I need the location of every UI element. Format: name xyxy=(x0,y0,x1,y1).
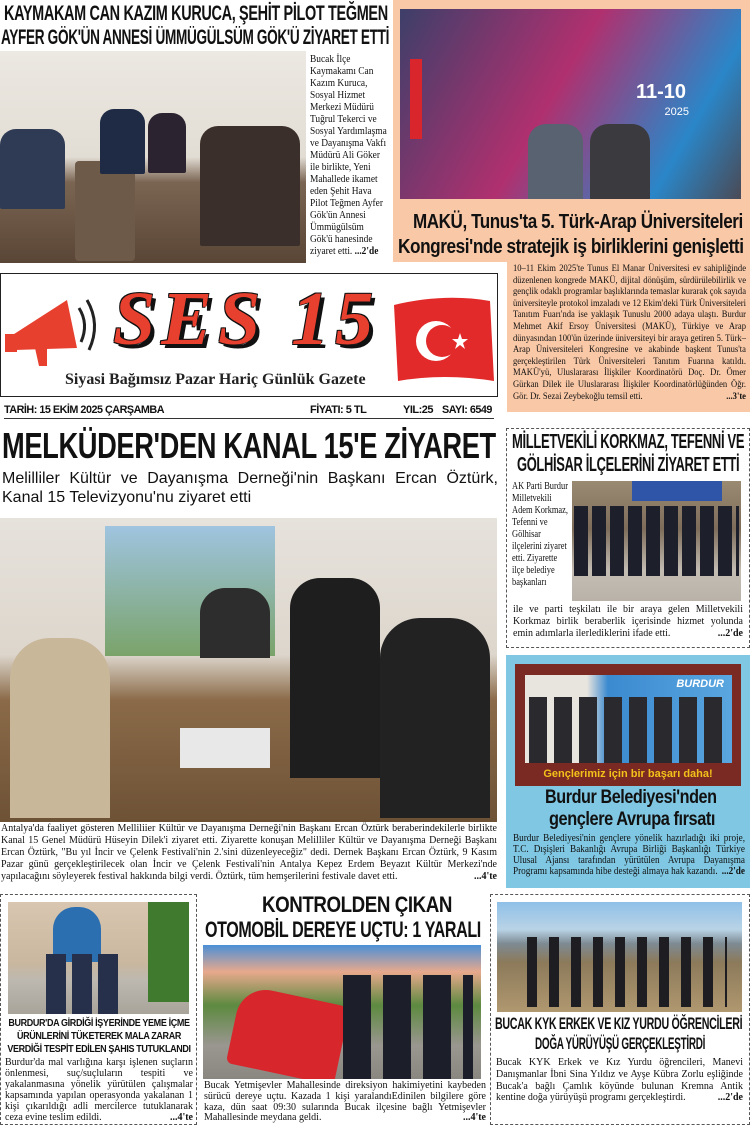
korkmaz-body-side: AK Parti Burdur Milletvekili Adem Korkmaz, Tefenni ve Gölhisar ilçelerini ziyaret etti. Ziyarette ilçe belediye başkanları xyxy=(512,481,569,588)
accident-headline-2: OTOMOBİL DEREYE UÇTU: 1 YARALI xyxy=(205,917,481,942)
top-left-body: Bucak İlçe Kaymakamı Can Kazım Kuruca, Sosyal Hizmet Merkezi Müdürü Tuğrul Tekerci ve Sosyal Yardımlaşma ve Dayanışma Vakfı Müdürü Ali Göker ile birlikte, Yeni Mahallede ikamet eden Şehit Hava Pilot Teğmen Ayfer Gök'ün Annesi Ümmügülsüm Gök'ü hanesinde ziyaret etti. ...2'de xyxy=(310,54,387,257)
youth-banner-text: Gençlerimiz için bir başarı daha! xyxy=(543,768,713,780)
main-body: Antalya'da faaliyet gösteren Melliliier Kültür ve Dayanışma Derneği'nin Başkanı Ercan Öztürk beraberindekilerle birlikte Kanal 15 Genel Müdürü Hüseyin Dilek'i ziyaret etti. Ziyarette konuşan Melilliler Kültür ve Dayanışma Derneği Başkanı Ercan Öztürk, "Bu yıl İncir ve Çelenk Festivali'nin 2.'sini düzenleyeceğiz" dedi. Dernek Başkanı Ercan Öztürk, 9 Kasım Pazar günü gerçekleştirilecek olan İncir ve Çelenk Festivali'nin Antalya Kepez Erdem Beyazıt Kültür Merkezi'nde yapılacağını söyleyerek festival hakkında bilgi verdi. Öztürk, tüm hemşerilerini festivale davet etti. ...4'te xyxy=(1,823,497,882)
accident-photo xyxy=(203,945,481,1079)
burdur-sign: BURDUR xyxy=(676,678,724,690)
dateline xyxy=(4,403,494,419)
masthead xyxy=(0,273,498,397)
korkmaz-group-photo xyxy=(572,481,741,601)
continue-link[interactable]: ...2'de xyxy=(717,628,743,639)
main-headline: MELKÜDER'DEN KANAL 15'E ZİYARET xyxy=(2,425,496,466)
continue-link[interactable]: ...2'de xyxy=(354,246,379,257)
maku-headline-1: MAKÜ, Tunus'ta 5. Türk-Arap Üniversiteleri xyxy=(413,211,743,233)
burdur-headline-2: gençlere Avrupa fırsatı xyxy=(549,809,716,830)
year: YIL:25 xyxy=(403,404,434,416)
kyk-headline-2: DOĞA YÜRÜYÜŞÜ GERÇEKLEŞTİRDİ xyxy=(535,1034,706,1053)
price: FİYATI: 5 TL xyxy=(310,404,367,416)
main-subtitle: Melilliler Kültür ve Dayanışma Derneği'nin Başkanı Ercan Öztürk, Kanal 15 Televizyonu'nu ziyaret etti xyxy=(2,470,498,506)
banner-date: 11-10 xyxy=(635,81,686,103)
tagline: Siyasi Bağımsız Pazar Hariç Günlük Gazete xyxy=(65,371,366,388)
korkmaz-headline-1: MİLLETVEKİLİ KORKMAZ, TEFENNİ VE xyxy=(512,431,745,453)
kaymakam-visit-photo xyxy=(0,51,306,263)
banner-year: 2025 xyxy=(664,106,689,118)
maku-congress-photo xyxy=(400,9,741,199)
melkuder-visit-photo xyxy=(0,518,497,822)
kyk-hiking-photo xyxy=(497,902,742,1012)
youth-group-photo xyxy=(525,675,732,763)
top-left-headline-1: KAYMAKAM CAN KAZIM KURUCA, ŞEHİT PİLOT TEĞMEN xyxy=(4,2,388,25)
police-body: Burdur'da mal varlığına karşı işlenen suçların önlenmesi, suç/suçluların tespiti ve yakalanmasına yönelik yürütülen çalışmalar kapsamında yapılan operasyonda yakalanan 1 kişi çıkarıldığı adli mercilerce tutuklanarak ceza evine teslim edildi. ...4'te xyxy=(5,1057,193,1123)
continue-link[interactable]: ...2'de xyxy=(721,866,745,877)
issue-date: TARİH: 15 EKİM 2025 ÇARŞAMBA xyxy=(4,404,165,416)
continue-link[interactable]: ...4'te xyxy=(462,1112,486,1124)
continue-link[interactable]: ...3'te xyxy=(726,391,746,402)
continue-link[interactable]: ...4'te xyxy=(473,871,497,882)
police-headline: BURDUR'DA GİRDİĞİ İŞYERİNDE YEME İÇME ÜRÜNLERİNİ TÜKETEREK MALA ZARAR VERDİĞİ TESPİT EDİLEN ŞAHIS TUTUKLANDI xyxy=(7,1018,191,1055)
kyk-body: Bucak KYK Erkek ve Kız Yurdu öğrencileri, Manevi Danışmanlar İbni Sina Yıldız ve Ayşe Kübra Zorlu eşliğinde Bucak'a bağlı Çamlık köyünde bulunan Kremna Antik kentine doğa yürüyüşü programı gerçekleştirdi. ...2'de xyxy=(496,1057,743,1104)
korkmaz-headline-2: GÖLHİSAR İLÇELERİNİ ZİYARET ETTİ xyxy=(517,454,740,476)
maku-body: 10–11 Ekim 2025'te Tunus El Manar Üniversitesi ev sahipliğinde düzenlenen kongrede MAKÜ, dijital dönüşüm, sürdürülebilirlik ve gençlik odaklı programlar başlıklarında temaslar kurarak çok sayıda üniversiteyle protokol imzaladı ve 12 Ekim'deki Türk Üniversiteleri Tanıtım Fuarı'nda ise yaklaşık Tunuslu 2000 adaya ulaştı. Burdur Mehmet Akif Ersoy Üniversitesi (MAKÜ), Türkiye ve Arap dünyasından 100'ün üzerinde üniversiteyi bir araya getiren 5. Türk–Arap Üniversiteleri Kongresine ve akabinde başkent Tunus'ta gerçekleştirilen Türk Üniversiteleri Tanıtım Fuarına katıldı. MAKÜ'yü, Uluslararası İlişkiler Koordinatörü Doç. Dr. Ömer Gürkan Dilek ile Uluslararası İlişkiler Koordinatörlüğünden Öğr. Gör. Dr. Sezai Zeybekoğlu temsil etti. ...3'te xyxy=(513,264,746,402)
logo: SES 15 xyxy=(113,277,380,361)
megaphone-icon xyxy=(5,288,105,370)
burdur-body: Burdur Belediyesi'nin gençlere yönelik hazırladığı iki proje, T.C. Dışişleri Bakanlığı Avrupa Birliği Başkanlığı Türkiye Ulusal Ajansı tarafından yürütülen Avrupa Dayanışma Programı kapsamında hibe desteği almaya hak kazandı. ...2'de xyxy=(513,833,745,877)
burdur-headline-1: Burdur Belediyesi'nden xyxy=(545,787,717,808)
top-left-headline-2: AYFER GÖK'ÜN ANNESİ ÜMMÜGÜLSÜM GÖK'Ü ZİYARET ETTİ xyxy=(1,26,390,49)
turkish-flag-icon xyxy=(394,297,494,385)
maku-headline-2: Kongresi'nde stratejik iş birliklerini genişletti xyxy=(398,236,744,258)
police-arrest-photo xyxy=(8,902,189,1014)
accident-body: Bucak Yetmişevler Mahallesinde direksiyon hakimiyetini kaybeden sürücü dereye uçtu. Kazada 1 kişi yaralandıEdinilen bilgilere göre kaza, dün saat 09:30 sularında Bucak ilçesine bağlı Yetmişevler Mahallesinde meydana geldi. ...4'te xyxy=(204,1080,486,1124)
continue-link[interactable]: ...4'te xyxy=(169,1112,193,1123)
continue-link[interactable]: ...2'de xyxy=(717,1092,743,1104)
korkmaz-body-bottom: ile ve parti teşkilatı ile bir araya gelen Milletvekili Korkmaz birlik beraberlik içerisinde hizmet yolunda emin adımlarla ilerlediklerini ifade etti. ...2'de xyxy=(513,604,743,639)
issue-number: SAYI: 6549 xyxy=(442,404,492,416)
kyk-headline-1: BUCAK KYK ERKEK VE KIZ YURDU ÖĞRENCİLERİ xyxy=(495,1014,743,1033)
accident-headline-1: KONTROLDEN ÇIKAN xyxy=(262,892,452,917)
